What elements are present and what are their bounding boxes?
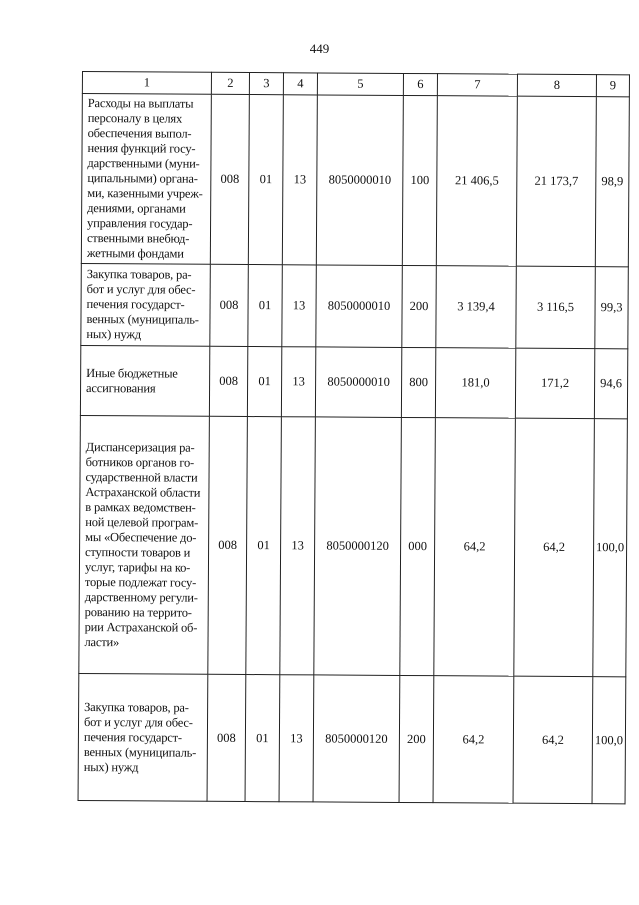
header-col-7: 7 bbox=[437, 74, 517, 96]
row-cell-5: 8050000010 bbox=[316, 95, 403, 266]
row-cell-7: 64,2 bbox=[434, 418, 516, 676]
row-cell-6: 800 bbox=[401, 347, 435, 417]
header-col-2: 2 bbox=[211, 72, 249, 94]
row-cell-9: 100,0 bbox=[592, 677, 626, 804]
row-cell-2: 008 bbox=[209, 346, 247, 416]
row-cell-4: 13 bbox=[281, 347, 315, 417]
row-cell-6: 200 bbox=[399, 675, 434, 802]
row-cell-7: 181,0 bbox=[435, 348, 515, 418]
header-col-4: 4 bbox=[283, 73, 317, 95]
row-cell-7: 21 406,5 bbox=[436, 96, 517, 266]
table-row bbox=[78, 673, 626, 803]
header-col-9: 9 bbox=[596, 75, 629, 97]
row-description: Расходы на выплаты персоналу в целях обеспечения выпол- нения функций госу- дарственными (муни- ципальными) органа- ми, казенными учреж- дениями, органами управления государ- ственными внебюд- жетными фондами bbox=[81, 94, 211, 265]
row-description: Закупка товаров, ра- бот и услуг для обес- печения государст- венных (муниципаль- ных) нужд bbox=[81, 263, 210, 346]
header-col-3: 3 bbox=[249, 73, 283, 95]
row-cell-3: 01 bbox=[247, 347, 281, 417]
row-cell-4: 13 bbox=[280, 417, 316, 675]
row-cell-3: 01 bbox=[246, 417, 282, 675]
row-cell-8: 3 116,5 bbox=[516, 266, 595, 348]
budget-table bbox=[78, 71, 630, 804]
page-number: 449 bbox=[309, 41, 330, 56]
row-cell-9: 99,3 bbox=[595, 267, 629, 349]
header-col-5: 5 bbox=[317, 73, 403, 96]
row-cell-6: 000 bbox=[400, 417, 436, 675]
row-cell-5: 8050000010 bbox=[316, 265, 402, 348]
row-cell-6: 200 bbox=[402, 265, 437, 347]
row-cell-3: 01 bbox=[245, 675, 280, 802]
row-cell-6: 100 bbox=[402, 95, 437, 265]
row-cell-8: 64,2 bbox=[514, 418, 595, 676]
row-cell-2: 008 bbox=[210, 264, 249, 346]
row-cell-4: 13 bbox=[279, 675, 314, 802]
header-col-8: 8 bbox=[517, 74, 596, 96]
row-cell-9: 94,6 bbox=[594, 349, 627, 419]
row-cell-2: 008 bbox=[208, 416, 248, 674]
row-cell-7: 64,2 bbox=[433, 676, 514, 803]
row-cell-5: 8050000120 bbox=[314, 417, 402, 676]
row-cell-3: 01 bbox=[248, 265, 283, 347]
row-cell-7: 3 139,4 bbox=[436, 266, 516, 348]
row-cell-2: 008 bbox=[207, 674, 246, 801]
row-cell-8: 64,2 bbox=[513, 676, 593, 803]
table-row bbox=[80, 345, 627, 418]
row-cell-5: 8050000010 bbox=[315, 347, 401, 418]
row-cell-5: 8050000120 bbox=[313, 675, 400, 803]
row-description: Иные бюджетные ассигнования bbox=[80, 345, 209, 416]
row-description: Закупка товаров, ра- бот и услуг для обес- печения государст- венных (муниципаль- ных) нужд bbox=[78, 673, 208, 801]
row-cell-2: 008 bbox=[210, 94, 249, 264]
table-row bbox=[81, 263, 628, 348]
table-row bbox=[81, 94, 629, 267]
header-col-6: 6 bbox=[403, 73, 437, 95]
row-description: Диспансеризация ра- ботников органов го- сударственной власти Астраханской области в рамках ведомствен- ной целевой програм- мы «Обеспечение до- ступности товаров и услуг, тарифы на ко- торые подлежат госу- дарственному регули- рованию на террито- рии Астраханской об- ласти» bbox=[79, 415, 210, 674]
row-cell-9: 100,0 bbox=[593, 419, 628, 677]
table-row bbox=[79, 415, 628, 676]
row-cell-8: 21 173,7 bbox=[516, 96, 596, 266]
row-cell-4: 13 bbox=[282, 95, 317, 265]
row-cell-3: 01 bbox=[248, 95, 283, 265]
row-cell-9: 98,9 bbox=[595, 97, 629, 267]
row-cell-8: 171,2 bbox=[515, 348, 594, 418]
header-col-1: 1 bbox=[82, 72, 211, 95]
row-cell-4: 13 bbox=[282, 265, 317, 347]
